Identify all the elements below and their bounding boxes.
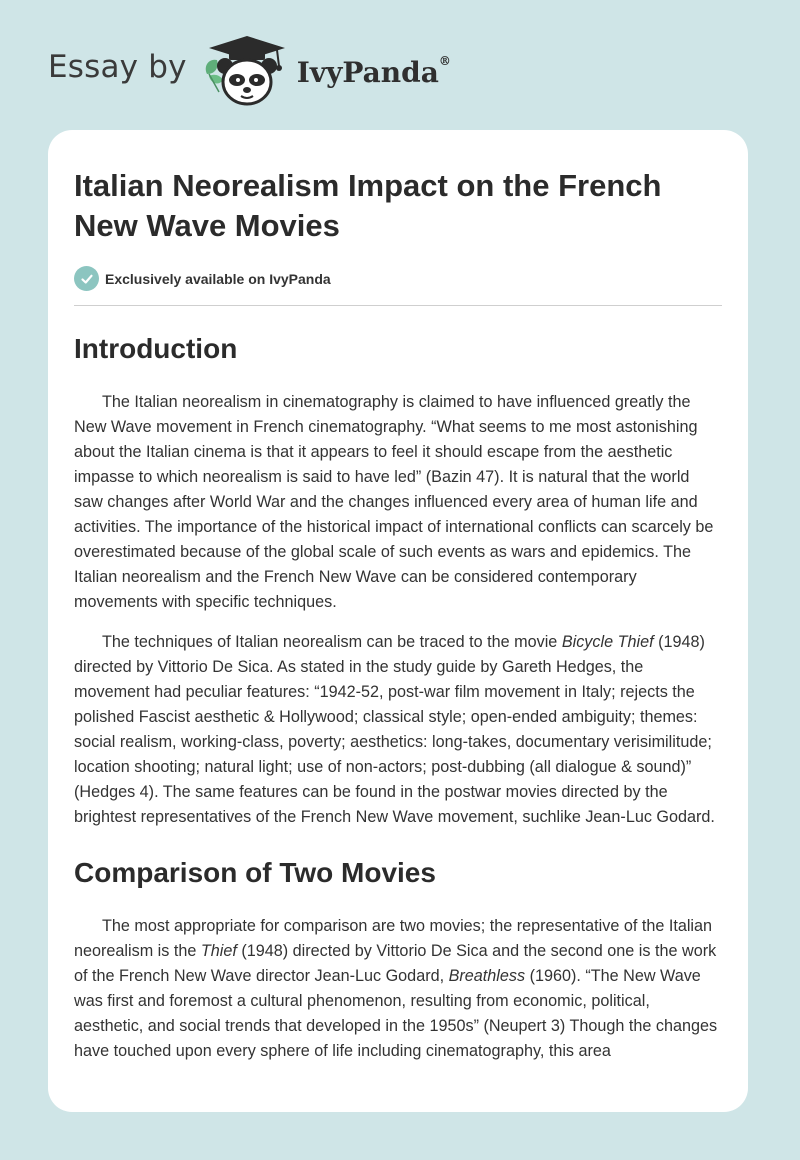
text-run: (1948) directed by Vittorio De Sica and the second one is the work of the French New Wave director Jean-Luc Godard, (74, 942, 717, 985)
divider (74, 305, 722, 306)
badge-text: Exclusively available on IvyPanda (105, 270, 331, 287)
check-circle-icon (74, 266, 99, 291)
registered-mark: ® (438, 53, 451, 68)
section-heading: Introduction (74, 333, 238, 364)
essay-title: Italian Neorealism Impact on the French New Wave Movies (74, 168, 662, 243)
brand-name: IvyPanda® (296, 53, 451, 89)
section-heading: Comparison of Two Movies (74, 857, 436, 888)
paragraph (74, 390, 722, 615)
brand-logo[interactable] (48, 30, 451, 110)
exclusive-badge (74, 266, 722, 291)
text-run: The techniques of Italian neorealism can be traced to the movie (102, 633, 562, 651)
text-run: The Italian neorealism in cinematography is claimed to have influenced greatly the New Wave movement in French cinematography. “What seems to me most astonishing about the Italian cinema is that it appears to feel it should escape from the aesthetic impasse to which neorealism is said to have led” (Bazin 47). It is natural that the world saw changes after World War and the changes influenced every area of human life and activities. The importance of the historical impact of international conflicts can scarcely be overestimated because of the global scale of such events as wars and epidemics. The Italian neorealism and the French New Wave can be considered contemporary movements with specific techniques. (74, 393, 714, 611)
text-run: (1948) directed by Vittorio De Sica. As stated in the study guide by Gareth Hedges, the movement had peculiar features: “1942-52, post-war film movement in Italy; rejects the polished Fascist aesthetic & Hollywood; classical style; open-ended ambiguity; themes: social realism, working-class, poverty; aesthetics: long-takes, documentary verisimilitude; location shooting; natural light; use of non-actors; post-dubbing (all dialogue & sound)” (Hedges 4). The same features can be found in the postwar movies directed by the brightest representatives of the French New Wave movement, suchlike Jean-Luc Godard. (74, 633, 715, 826)
section-0 (74, 332, 722, 830)
panda-graduate-icon (201, 30, 291, 110)
section-1 (74, 856, 722, 1064)
essay-body (74, 332, 722, 1064)
italic-title: Bicycle Thief (561, 633, 654, 651)
italic-title: Thief (200, 942, 237, 960)
essay-card (48, 130, 748, 1112)
paragraph (74, 630, 722, 830)
text-run: (1960). “The New Wave was first and foremost a cultural phenomenon, resulting from economic, political, aesthetic, and social trends that developed in the 1950s” (Neupert 3) Though the changes have touched upon every sphere of life including cinematography, this area (74, 967, 718, 1060)
italic-title: Breathless (448, 967, 526, 985)
text-run: The most appropriate for comparison are two movies; the representative of the Italian neorealism is the (74, 917, 713, 960)
paragraph (74, 914, 722, 1064)
brand-prefix: Essay by (48, 49, 187, 85)
section-body (74, 390, 722, 830)
section-body (74, 914, 722, 1064)
